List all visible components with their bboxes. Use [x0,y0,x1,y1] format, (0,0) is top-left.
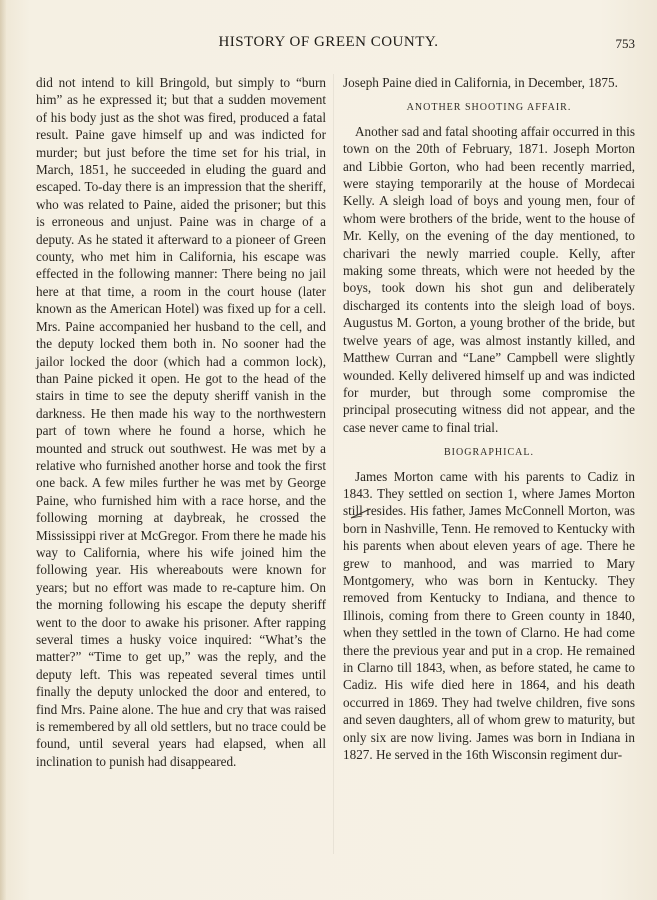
right-paragraph-2: Another sad and fatal shooting affair occurred in this town on the 20th of February, 1871. Joseph Morton and Libbie Gorton, who had been recently married, were staying temporarily at the house of Mordecai Kelly. A sleigh load of boys and young men, four of whom were brothers of the bride, went to the house of Mr. Kelly, on the evening of the day mentioned, to charivari the newly married couple. Kelly, after making some threats, which were not heeded by the boys, took down his shot gun and deliberately discharged its contents into the sleigh load of boys. Augustus M. Gorton, a young brother of the bride, but twelve years of age, was almost instantly killed, and Matthew Curran and “Lane” Campbell were slightly wounded. Kelly delivered himself up and was indicted for murder, but through some compromise the principal prosecuting witness did not appear, and the case never came to final trial. [343,123,635,435]
section-heading-shooting-affair: ANOTHER SHOOTING AFFAIR. [406,102,572,114]
column-gutter [333,74,334,854]
left-paragraph-1: did not intend to kill Bringold, but simply to “burn him” as he expressed it; but that a sudden movement of his body just as the shot was fired, produced a fatal result. Paine gave himself up and was indicted for murder; but just before the time set for his trial, in March, 1851, he succeeded in eluding the guard and escaped. To-day there is an impression that the sheriff, who was related to Paine, aided the prisoner; but this is erroneous and unjust. Paine was in charge of a deputy. As he stated it afterward to a pioneer of Green county, who met him in California, his escape was effected in the following manner: There being no jail here at that time, a room in the court house (later known as the American Hotel) was fixed up for a cell. Mrs. Paine accompanied her husband to the cell, and the deputy locked them both in. No sooner had the jailor locked the door (which had a common lock), than Paine picked it open. He got to the head of the stairs in time to see the deputy sheriff vanish in the darkness. He then made his way to the northwestern part of town where he found a horse, which he mounted and struck out southwest. He was met by a relative who furnished another horse and took the first one back. A few miles further he was met by George Paine, who furnished him with a race horse, and the following morning at daybreak, he crossed the Mississippi river at McGregor. From there he made his way to California, where his wife joined him the following year. His whereabouts were known for years; but no effort was made to re-capture him. On the morning following his escape the deputy sheriff went to the door to awake his prisoner. After rapping several times a husky voice inquired: “What’s the matter?” “Time to get up,” was the reply, and the deputy left. This was repeated several times until finally the deputy unlocked the door and entered, to find Mrs. Paine alone. The hue and cry that was raised is remembered by all old settlers, but no trace could be found, until several years had elapsed, when all inclination to punish had disappeared. [36,75,326,769]
running-title: HISTORY OF GREEN COUNTY. [218,34,439,50]
right-column [343,74,635,763]
pencil-mark-icon [350,507,372,519]
right-paragraph-1: Joseph Paine died in California, in December, 1875. [343,75,618,90]
section-heading-biographical: BIOGRAPHICAL. [444,447,534,459]
page-header [0,30,657,54]
page-edge-shadow [0,0,6,900]
left-column [36,74,326,770]
page-number: 753 [615,36,635,51]
right-paragraph-3: James Morton came with his parents to Cadiz in 1843. They settled on section 1, where James Morton still resides. His father, James McConnell Morton, was born in Nashville, Tenn. He removed to Kentucky with his parents when about eleven years of age. There he grew to manhood, and was married to Mary Montgomery, who was born in Kentucky. They removed from Kentucky to Indiana, and thence to Illinois, coming from there to Green county in 1840, when they settled in the town of Clarno. He had come there the previous year and put in a crop. He remained in Clarno till 1843, when, as before stated, he came to Cadiz. His wife died here in 1864, and his death occurred in 1869. They had twelve children, five sons and seven daughters, all of whom grew to maturity, but only six are now living. James was born in Indiana in 1827. He served in the 16th Wisconsin regiment dur- [343,468,635,763]
